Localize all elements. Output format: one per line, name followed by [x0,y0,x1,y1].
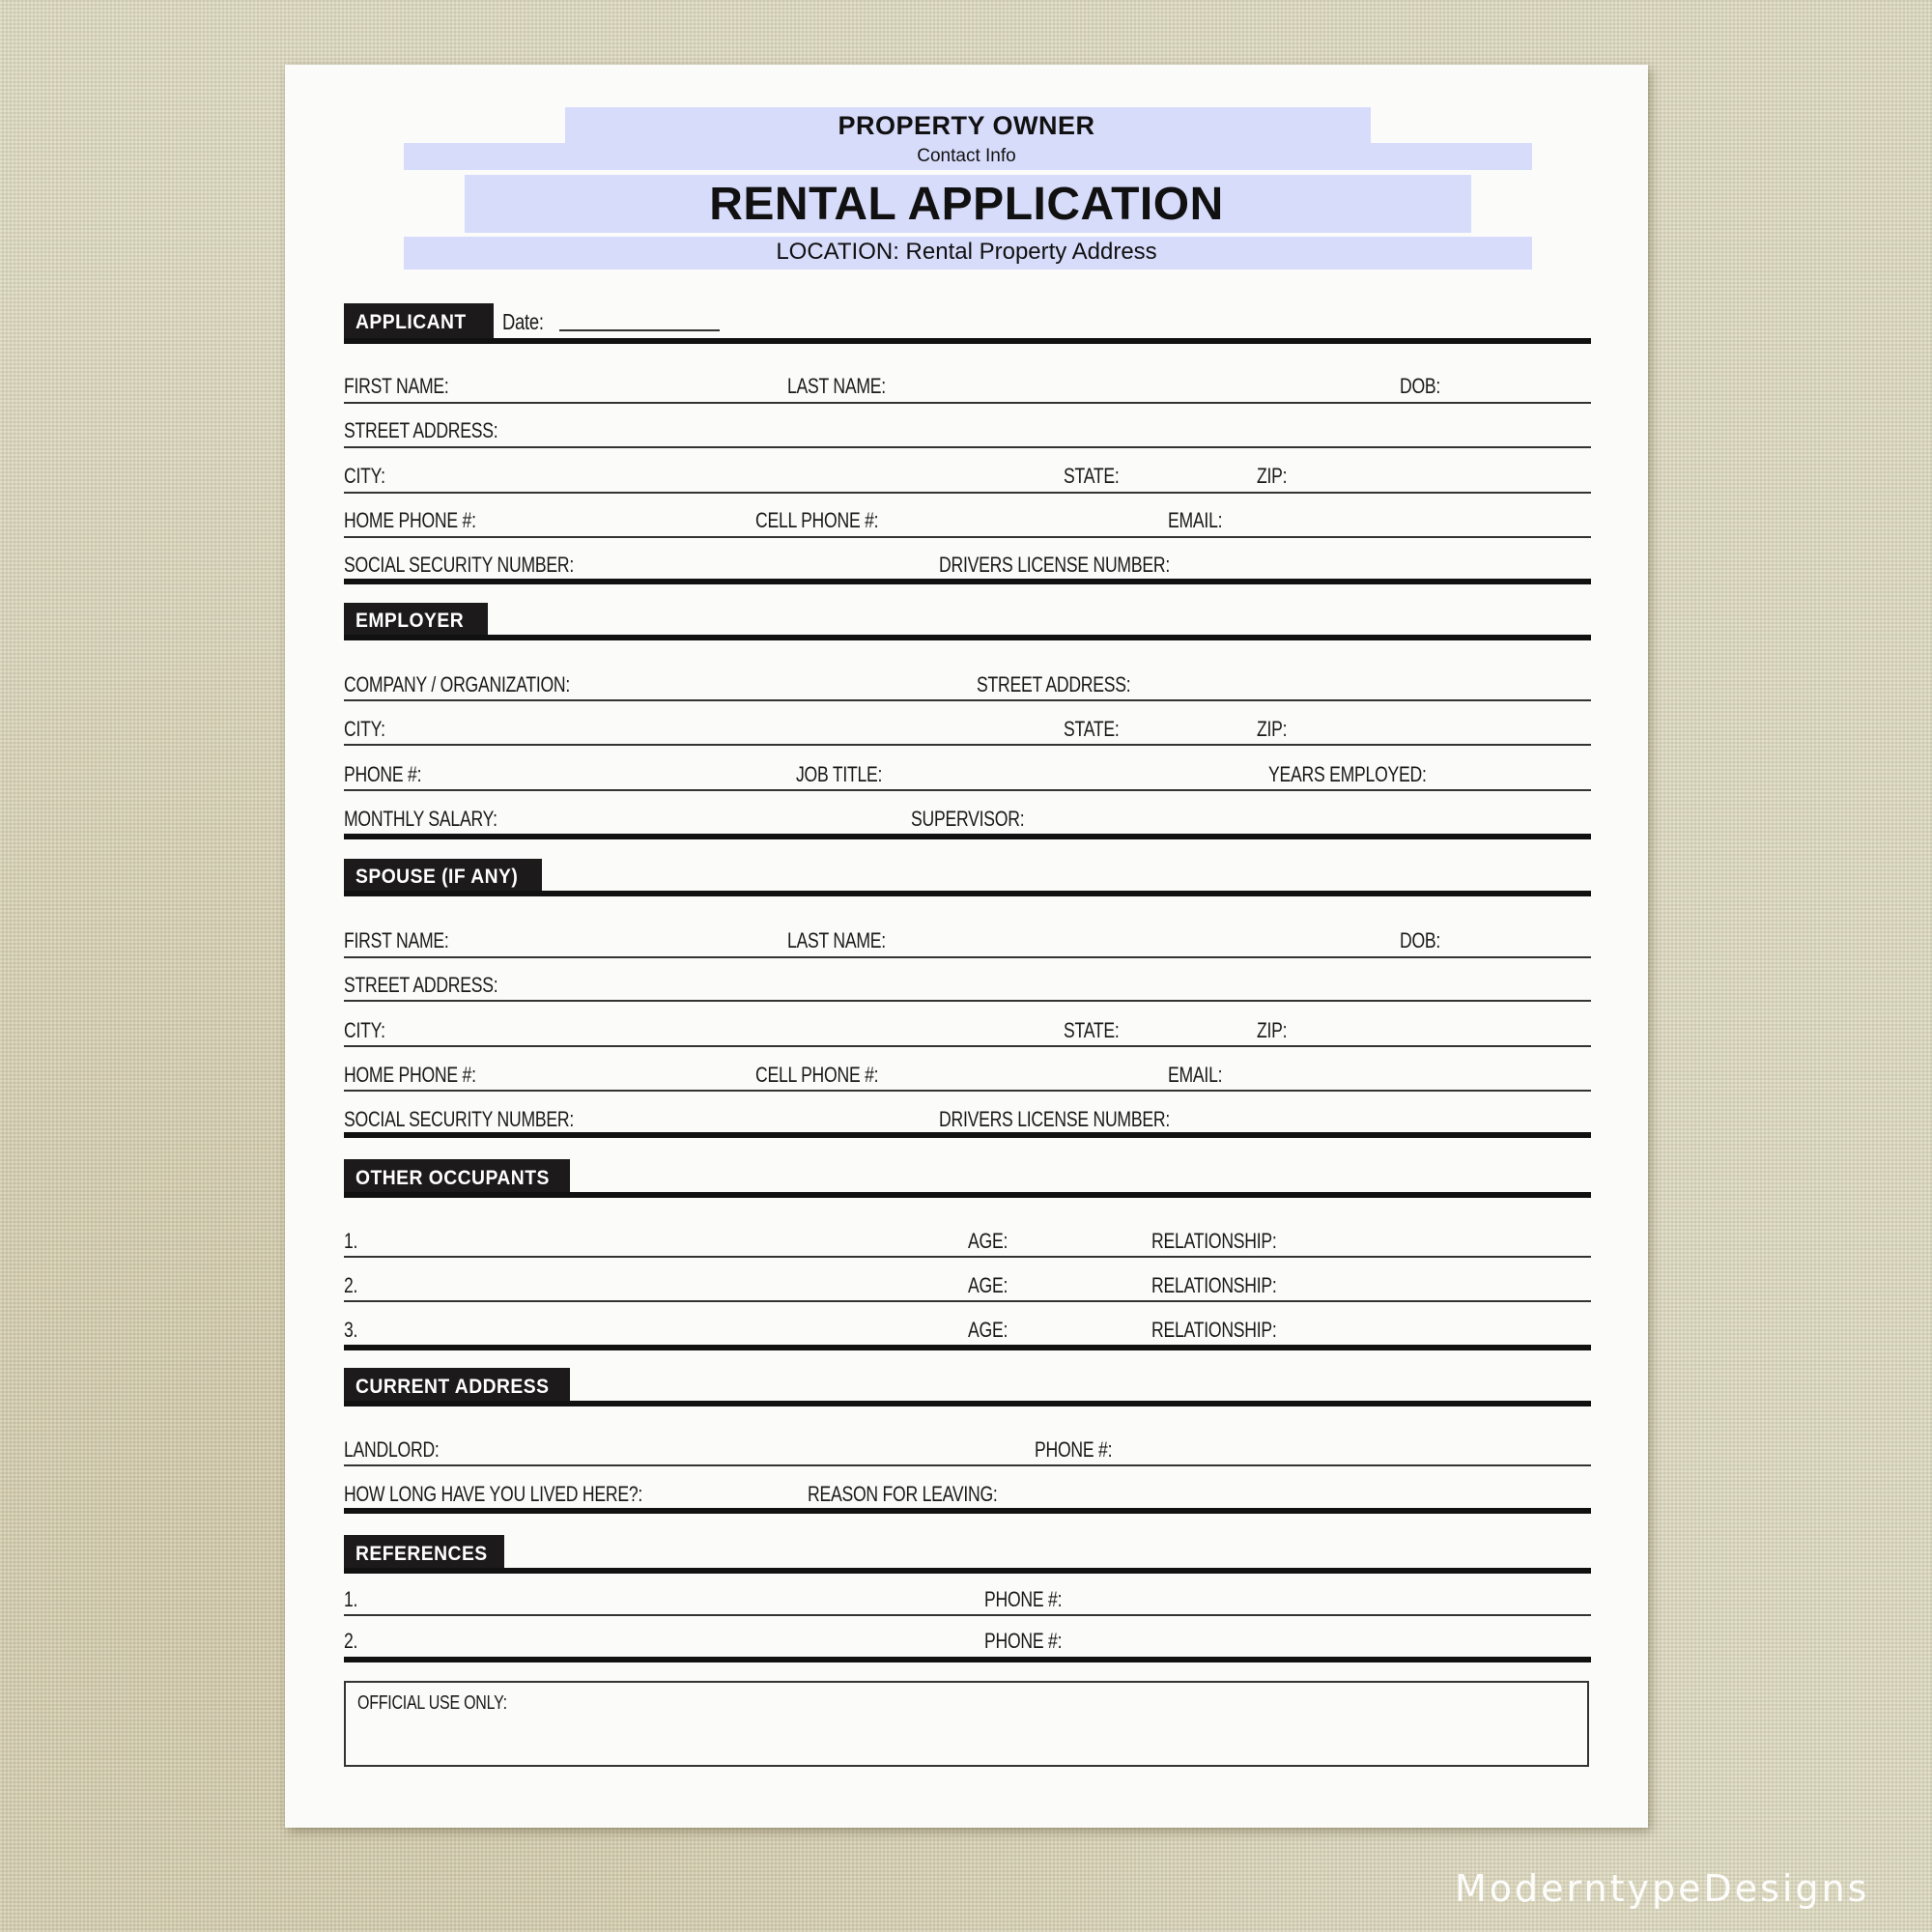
spouse-home-phone-label: HOME PHONE #: [344,1063,476,1087]
date-input-line[interactable] [559,329,720,331]
occupant-3-age-label: AGE: [968,1318,1009,1342]
occupant-2-age-label: AGE: [968,1273,1009,1297]
occupant-2-label: 2. [344,1273,358,1297]
applicant-cell-phone-label: CELL PHONE #: [755,508,879,532]
property-owner-title: PROPERTY OWNER [838,111,1095,140]
section-rule [344,635,1591,640]
reference-2-field[interactable] [344,1657,1591,1662]
official-use-label: OFFICIAL USE ONLY: [357,1692,507,1714]
applicant-state-label: STATE: [1064,464,1120,488]
employer-company-label: COMPANY / ORGANIZATION: [344,672,571,696]
spouse-last-name-label: LAST NAME: [787,928,886,952]
employer-street-label: STREET ADDRESS: [977,672,1131,696]
occupant-1-relationship-label: RELATIONSHIP: [1151,1229,1277,1253]
applicant-street-label: STREET ADDRESS: [344,418,498,442]
spouse-zip-label: ZIP: [1257,1018,1288,1042]
employer-salary-label: MONTHLY SALARY: [344,807,497,831]
landlord-field[interactable] [344,1464,1591,1466]
landlord-label: LANDLORD: [344,1437,440,1462]
applicant-ssn-label: SOCIAL SECURITY NUMBER: [344,553,574,577]
date-label: Date: [502,309,544,334]
occupant-3-field[interactable] [344,1345,1591,1350]
employer-company-field[interactable] [344,699,1591,701]
section-rule [344,1192,1591,1198]
section-tab-occupants: OTHER OCCUPANTS [344,1159,570,1197]
section-tab-spouse: SPOUSE (IF ANY) [344,859,542,895]
spouse-ssn-label: SOCIAL SECURITY NUMBER: [344,1107,574,1131]
reference-2-phone-label: PHONE #: [984,1629,1063,1653]
spouse-street-field[interactable] [344,1000,1591,1002]
section-tab-references: REFERENCES [344,1535,504,1573]
applicant-last-name-label: LAST NAME: [787,374,886,398]
occupant-3-relationship-label: RELATIONSHIP: [1151,1318,1277,1342]
occupant-1-label: 1. [344,1229,358,1253]
residence-duration-label: HOW LONG HAVE YOU LIVED HERE?: [344,1482,643,1506]
employer-phone-label: PHONE #: [344,762,422,786]
applicant-license-label: DRIVERS LICENSE NUMBER: [939,553,1170,577]
residence-duration-field[interactable] [344,1508,1591,1514]
occupant-1-age-label: AGE: [968,1229,1009,1253]
watermark-brand: ModerntypeDesigns [1455,1867,1870,1910]
reason-for-leaving-label: REASON FOR LEAVING: [808,1482,998,1506]
applicant-ssn-field[interactable] [344,579,1591,584]
occupant-2-field[interactable] [344,1300,1591,1302]
occupant-1-field[interactable] [344,1256,1591,1258]
section-rule [344,1401,1591,1406]
applicant-city-label: CITY: [344,464,385,488]
spouse-city-label: CITY: [344,1018,385,1042]
spouse-phone-field[interactable] [344,1090,1591,1092]
spouse-state-label: STATE: [1064,1018,1120,1042]
section-tab-applicant: APPLICANT [344,303,494,341]
section-rule [344,1568,1591,1574]
section-tab-current-address: CURRENT ADDRESS [344,1368,570,1406]
employer-zip-label: ZIP: [1257,717,1288,741]
spouse-name-field[interactable] [344,956,1591,958]
employer-phone-field[interactable] [344,789,1591,791]
reference-1-phone-label: PHONE #: [984,1587,1063,1611]
spouse-cell-phone-label: CELL PHONE #: [755,1063,879,1087]
spouse-first-name-label: FIRST NAME: [344,928,449,952]
employer-salary-field[interactable] [344,834,1591,839]
applicant-phone-field[interactable] [344,536,1591,538]
occupant-3-label: 3. [344,1318,358,1342]
official-use-box[interactable] [344,1681,1589,1767]
employer-years-label: YEARS EMPLOYED: [1268,762,1427,786]
contact-info-subtitle: Contact Info [917,146,1016,166]
applicant-name-field[interactable] [344,402,1591,404]
spouse-license-label: DRIVERS LICENSE NUMBER: [939,1107,1170,1131]
spouse-ssn-field[interactable] [344,1132,1591,1138]
rental-application-form [285,65,1648,1828]
spouse-email-label: EMAIL: [1168,1063,1223,1087]
section-rule [344,891,1591,896]
employer-job-title-label: JOB TITLE: [796,762,883,786]
rental-location: LOCATION: Rental Property Address [776,239,1157,265]
applicant-street-field[interactable] [344,446,1591,448]
reference-1-field[interactable] [344,1614,1591,1616]
section-rule [344,338,1591,344]
employer-state-label: STATE: [1064,717,1120,741]
employer-supervisor-label: SUPERVISOR: [911,807,1025,831]
form-title: RENTAL APPLICATION [709,179,1224,230]
reference-2-label: 2. [344,1629,358,1653]
landlord-phone-label: PHONE #: [1035,1437,1113,1462]
applicant-dob-label: DOB: [1400,374,1441,398]
applicant-city-field[interactable] [344,492,1591,494]
applicant-first-name-label: FIRST NAME: [344,374,449,398]
spouse-street-label: STREET ADDRESS: [344,973,498,997]
employer-city-label: CITY: [344,717,385,741]
employer-city-field[interactable] [344,744,1591,746]
spouse-dob-label: DOB: [1400,928,1441,952]
applicant-zip-label: ZIP: [1257,464,1288,488]
applicant-email-label: EMAIL: [1168,508,1223,532]
reference-1-label: 1. [344,1587,358,1611]
applicant-home-phone-label: HOME PHONE #: [344,508,476,532]
spouse-city-field[interactable] [344,1045,1591,1047]
section-tab-employer: EMPLOYER [344,603,488,639]
occupant-2-relationship-label: RELATIONSHIP: [1151,1273,1277,1297]
